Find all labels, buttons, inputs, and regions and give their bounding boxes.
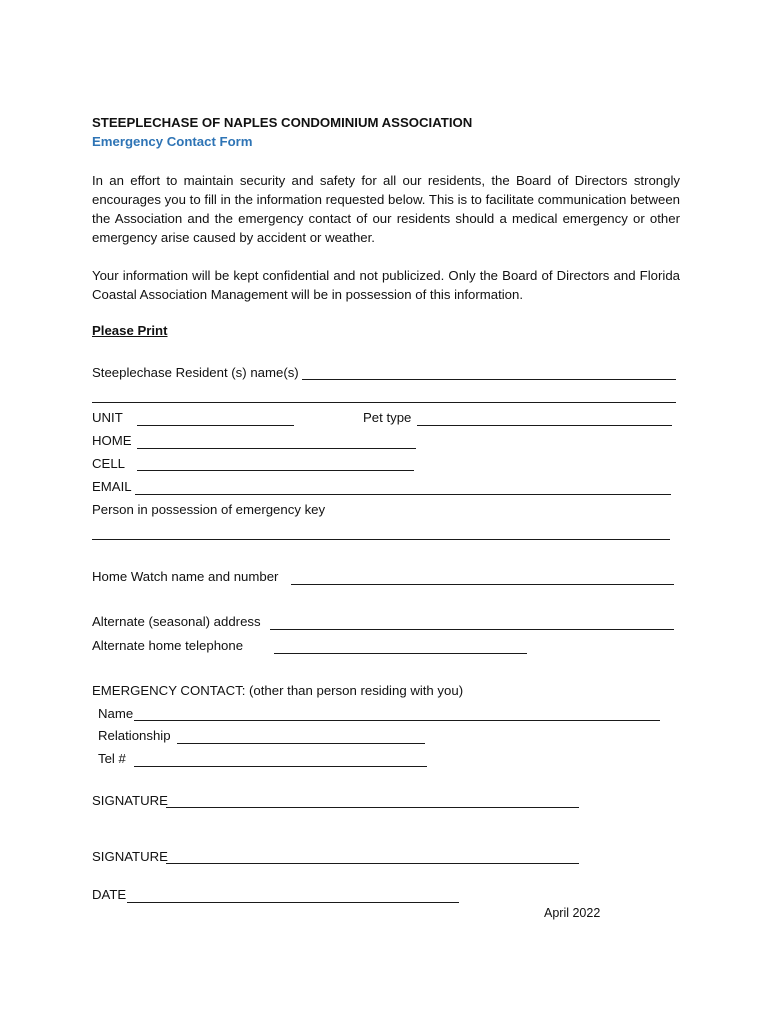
ec-tel-field[interactable] [134,766,427,767]
please-print-heading: Please Print [92,323,168,338]
home-phone-field[interactable] [137,448,416,449]
pet-type-label: Pet type [363,410,412,425]
emergency-key-label: Person in possession of emergency key [92,502,326,517]
confidentiality-paragraph: Your information will be kept confidential and not publicized. Only the Board of Directors and Florida Coastal Association Management will be in possession of this information. [92,268,680,302]
signature-1-label: SIGNATURE [92,793,168,808]
signature-1-field[interactable] [166,807,579,808]
intro-paragraph: In an effort to maintain security and safety for all our residents, the Board of Directors strongly encourages you to fill in the information requested below. This is to facilitate communication between the Association and the emergency contact of our residents should a medical emergency or other emergency arise caused by accident or weather. [92,173,680,245]
resident-name-field[interactable] [302,379,676,380]
email-field[interactable] [135,494,671,495]
home-watch-label: Home Watch name and number [92,569,279,584]
alt-address-field[interactable] [270,629,674,630]
alt-phone-field[interactable] [274,653,527,654]
ec-tel-label: Tel # [98,751,126,766]
email-label: EMAIL [92,479,132,494]
unit-field[interactable] [137,425,294,426]
unit-label: UNIT [92,410,123,425]
home-watch-field[interactable] [291,584,674,585]
emergency-contact-heading: EMERGENCY CONTACT: (other than person residing with you) [92,683,464,698]
pet-type-field[interactable] [417,425,672,426]
resident-name-label: Steeplechase Resident (s) name(s) [92,365,299,380]
ec-name-label: Name [98,706,134,721]
ec-name-field[interactable] [134,720,660,721]
form-subtitle: Emergency Contact Form [92,134,253,149]
alt-phone-label: Alternate home telephone [92,638,244,653]
form-title: STEEPLECHASE OF NAPLES CONDOMINIUM ASSOCIATION [92,115,473,130]
signature-2-label: SIGNATURE [92,849,168,864]
date-label: DATE [92,887,127,902]
date-field[interactable] [127,902,459,903]
ec-relationship-label: Relationship [98,728,171,743]
cell-label: CELL [92,456,125,471]
resident-name-field-line2[interactable] [92,402,676,403]
alt-address-label: Alternate (seasonal) address [92,614,261,629]
emergency-key-field[interactable] [92,539,670,540]
cell-phone-field[interactable] [137,470,414,471]
revision-date: April 2022 [544,906,601,920]
signature-2-field[interactable] [166,863,579,864]
home-label: HOME [92,433,132,448]
ec-relationship-field[interactable] [177,743,425,744]
